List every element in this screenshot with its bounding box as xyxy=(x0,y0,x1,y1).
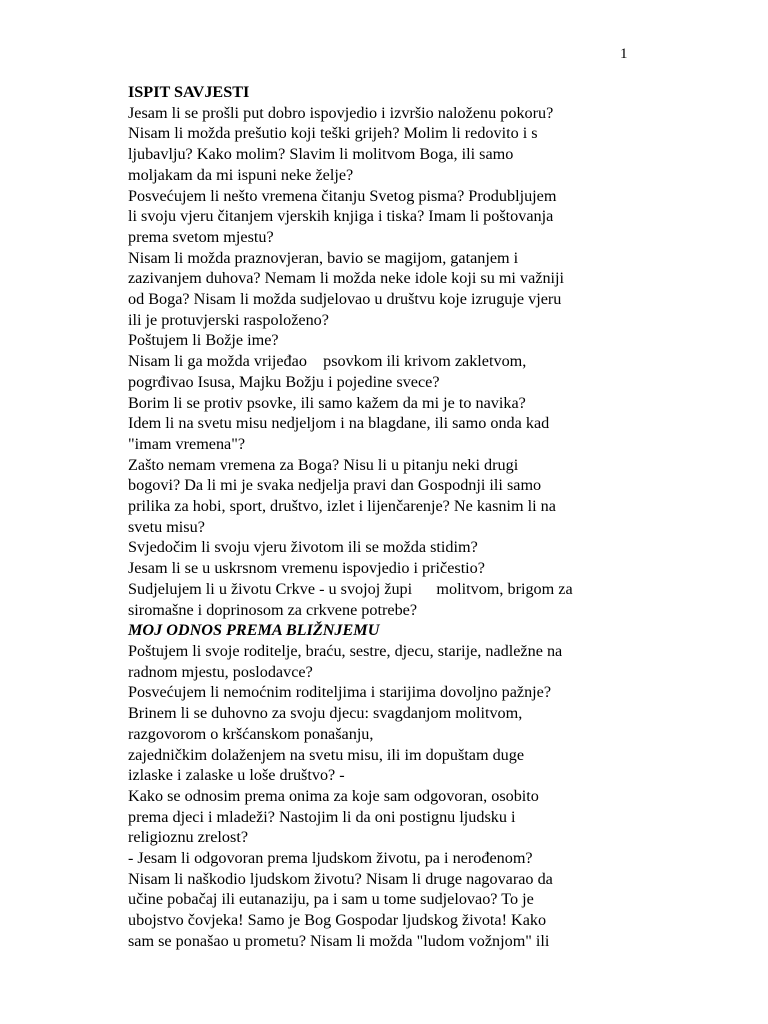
text-line: ubojstvo čovjeka! Samo je Bog Gospodar ljudskog života! Kako xyxy=(128,911,547,930)
text-line: Poštujem li svoje roditelje, braću, sestre, djecu, starije, nadležne na xyxy=(128,641,563,660)
text-line: Kako se odnosim prema onima za koje sam odgovoran, osobito xyxy=(128,786,539,805)
text-line: Borim li se protiv psovke, ili samo kažem da mi je to navika? xyxy=(128,393,526,412)
text-line: - Jesam li odgovoran prema ljudskom životu, pa i nerođenom? xyxy=(128,849,533,868)
text-line: Svjedočim li svoju vjeru životom ili se možda stidim? xyxy=(128,538,478,557)
text-line: sam se ponašao u prometu? Nisam li možda "ludom vožnjom" ili xyxy=(128,931,550,950)
text-line: svetu misu? xyxy=(128,517,205,536)
text-line: Brinem li se duhovno za svoju djecu: svagdanjom molitvom, xyxy=(128,704,523,723)
text-line: Zašto nemam vremena za Boga? Nisu li u pitanju neki drugi xyxy=(128,455,519,474)
section-heading: MOJ ODNOS PREMA BLIŽNJEMU xyxy=(128,621,380,640)
text-line: "imam vremena"? xyxy=(128,434,246,453)
text-line: Poštujem li Božje ime? xyxy=(128,331,279,350)
text-line: Nisam li naškodio ljudskom životu? Nisam li druge nagovarao da xyxy=(128,869,553,888)
text-line: ili je protuvjerski raspoloženo? xyxy=(128,310,329,329)
page-number: 1 xyxy=(620,46,628,62)
text-line: prema svetom mjestu? xyxy=(128,227,274,246)
text-line: učine pobačaj ili eutanaziju, pa i sam u tome sudjelovao? To je xyxy=(128,890,534,909)
text-line: prema djeci i mladeži? Nastojim li da oni postignu ljudsku i xyxy=(128,807,516,826)
document-title: ISPIT SAVJESTI xyxy=(128,83,250,101)
text-line: zajedničkim dolaženjem na svetu misu, ili im dopuštam duge xyxy=(128,745,525,764)
text-line: Idem li na svetu misu nedjeljom i na blagdane, ili samo onda kad xyxy=(128,414,550,433)
text-line: moljakam da mi ispuni neke želje? xyxy=(128,165,354,184)
text-line: Posvećujem li nemoćnim roditeljima i starijima dovoljno pažnje? xyxy=(128,683,552,702)
text-line: Nisam li možda prešutio koji teški grijeh? Molim li redovito i s xyxy=(128,124,538,143)
text-line: siromašne i doprinosom za crkvene potrebe? xyxy=(128,600,418,619)
text-line: Nisam li možda praznovjeran, bavio se magijom, gatanjem i xyxy=(128,248,519,267)
text-line: ljubavlju? Kako molim? Slavim li molitvom Boga, ili samo xyxy=(128,145,514,164)
text-line: Jesam li se prošli put dobro ispovjedio i izvršio naloženu pokoru? xyxy=(128,103,554,122)
text-line: Sudjelujem li u životu Crkve - u svojoj župi molitvom, brigom za xyxy=(128,579,573,598)
text-line: Posvećujem li nešto vremena čitanju Svetog pisma? Produbljujem xyxy=(128,186,557,205)
text-line: zazivanjem duhova? Nemam li možda neke idole koji su mi važniji xyxy=(128,269,565,288)
text-line: li svoju vjeru čitanjem vjerskih knjiga i tiska? Imam li poštovanja xyxy=(128,207,554,226)
text-line: od Boga? Nisam li možda sudjelovao u društvu koje izruguje vjeru xyxy=(128,290,562,309)
text-line: razgovorom o kršćanskom ponašanju, xyxy=(128,724,374,743)
text-line: Nisam li ga možda vrijeđao psovkom ili krivom zakletvom, xyxy=(128,352,527,371)
text-line: Jesam li se u uskrsnom vremenu ispovjedio i pričestio? xyxy=(128,559,485,578)
text-line: izlaske i zalaske u loše društvo? - xyxy=(128,766,345,785)
text-line: bogovi? Da li mi je svaka nedjelja pravi dan Gospodnji ili samo xyxy=(128,476,542,495)
document-body xyxy=(128,82,648,952)
text-line: radnom mjestu, poslodavce? xyxy=(128,662,313,681)
text-line: prilika za hobi, sport, društvo, izlet i lijenčarenje? Ne kasnim li na xyxy=(128,497,556,516)
text-line: religioznu zrelost? xyxy=(128,828,249,847)
text-line: pogrđivao Isusa, Majku Božju i pojedine svece? xyxy=(128,372,440,391)
